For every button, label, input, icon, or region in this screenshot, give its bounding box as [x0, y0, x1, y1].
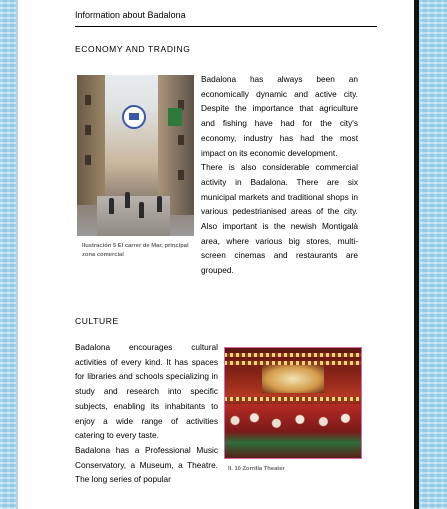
background-texture-right: [420, 0, 447, 509]
section-title-economy: ECONOMY AND TRADING: [75, 44, 191, 54]
building-right: [158, 75, 194, 215]
economy-paragraph-1: Badalona has always been an economically dynamic and active city. Despite the importance that agriculture and fishing have had for the city's economy, industry has had the most impact on its economic development.: [201, 74, 358, 158]
photo-frame: [224, 347, 362, 459]
shop-sign-icon: [122, 105, 146, 129]
culture-text: [75, 340, 218, 487]
pedestrian: [109, 198, 114, 214]
culture-paragraph-1: Badalona encourages cultural activities of every kind. It has spaces for libraries and schools specializing in study and research into specific subjects, enabling its inhabitants to enjoy a wide range of activities catering to every taste.: [75, 342, 218, 441]
pedestrian: [139, 202, 144, 218]
document-page: [18, 0, 414, 509]
background-texture-left: [0, 0, 16, 509]
window: [178, 135, 184, 145]
page-header: Information about Badalona: [75, 10, 186, 20]
pedestrian: [125, 192, 130, 208]
window: [178, 170, 184, 180]
section-title-culture: CULTURE: [75, 316, 119, 326]
culture-paragraph-2: Badalona has a Professional Music Conservatory, a Museum, a Theatre. The long series of popular: [75, 444, 218, 485]
street-photo: [77, 75, 194, 236]
street-photo-caption: Ilustración 5 El carrer de Mar, principal zona comercial: [82, 243, 189, 258]
page-right-border: [414, 0, 419, 509]
building-left: [77, 75, 105, 205]
header-divider: [75, 26, 377, 27]
economy-paragraph-2: There is also considerable commercial activity in Badalona. There are six municipal markets and traditional shops in various pedestrianised areas of the city. Also important is the newish Montigalà area, where various big stores, multi-screen cinemas and restaurants are grouped.: [201, 162, 358, 276]
window: [85, 95, 91, 105]
theatre-photo: [224, 347, 362, 459]
economy-text: [201, 72, 358, 278]
window: [85, 155, 91, 165]
theatre-photo-caption: Il. 10 Zorrilla Theater: [228, 466, 285, 472]
pedestrian: [157, 196, 162, 212]
green-banner: [168, 108, 182, 126]
window: [85, 125, 91, 135]
